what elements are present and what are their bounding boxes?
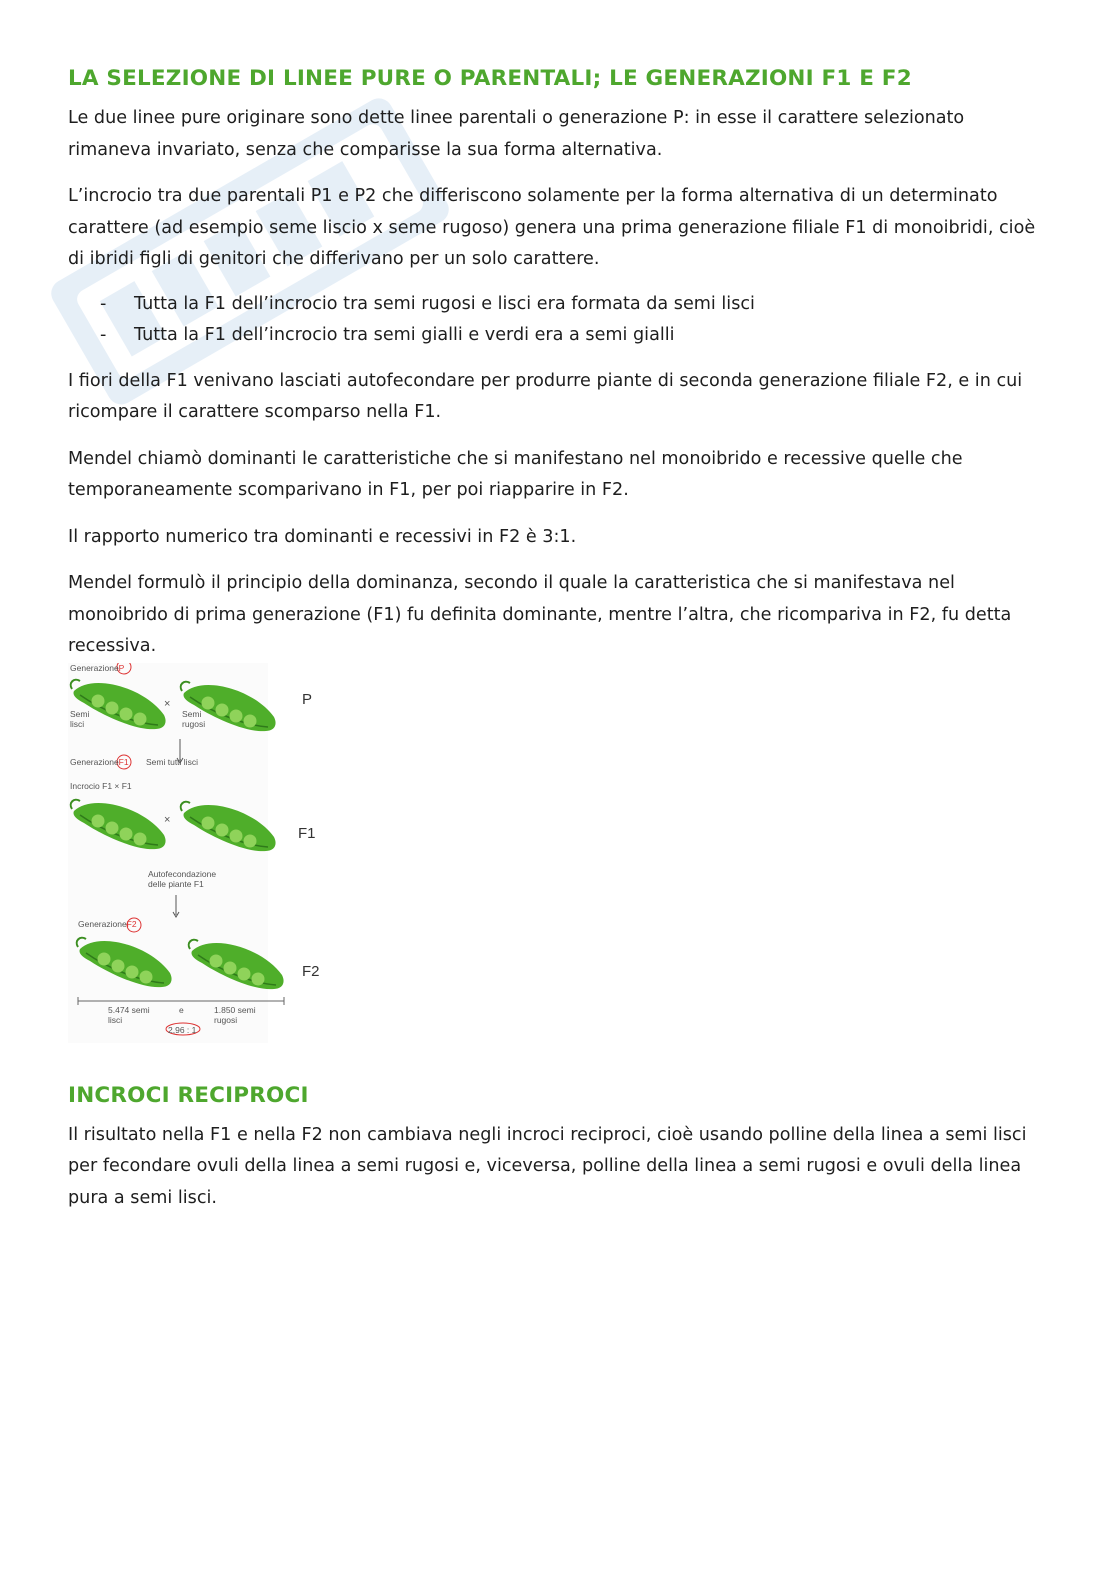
connector-label: e — [179, 1004, 184, 1015]
generation-label: GenerazioneP — [70, 662, 125, 673]
cross-symbol: × — [164, 813, 171, 826]
generation-marker: F2 — [302, 962, 320, 980]
cross-symbol: × — [164, 697, 171, 710]
generation-marker: F1 — [298, 824, 316, 842]
process-label: Autofecondazione delle piante F1 — [148, 868, 217, 889]
paragraph: Mendel formulò il principio della dominanza, secondo il quale la caratteristica che si manifestava nel monoibrido di prima generazione (F1) fu definita dominante, mentre l’altra, che ricompariva in F2, fu detta recessiva. — [68, 573, 1012, 656]
mendel-cross-figure — [68, 663, 338, 1043]
bullet-list — [68, 289, 1048, 351]
paragraph: Il risultato nella F1 e nella F2 non cambiava negli incroci reciproci, cioè usando polline della linea a semi lisci per fecondare ovuli della linea a semi rugosi e, viceversa, polline della linea a semi rugosi e ovuli della linea pura a semi lisci. — [68, 1124, 1027, 1208]
seed-label: Semi lisci — [70, 708, 90, 729]
section-title: LA SELEZIONE DI LINEE PURE O PARENTALI; LE GENERAZIONI F1 E F2 — [68, 66, 912, 91]
generation-marker: P — [302, 690, 313, 708]
generation-label: GenerazioneF1 — [70, 756, 129, 767]
count-label: 5.474 semi lisci — [108, 1004, 150, 1025]
document-page — [68, 66, 1048, 1229]
paragraph: L’incrocio tra due parentali P1 e P2 che differiscono solamente per la forma alternativa di un determinato carattere (ad esempio seme liscio x seme rugoso) genera una prima generazione filiale F1 di monoibridi, cioè di ibridi figli di genitori che differivano per un solo carattere. — [68, 186, 1036, 269]
list-item: - Tutta la F1 dell’incrocio tra semi gialli e verdi era a semi gialli — [100, 324, 675, 345]
list-item: - Tutta la F1 dell’incrocio tra semi rugosi e lisci era formata da semi lisci — [100, 293, 755, 314]
generation-label: GenerazioneF2 — [78, 918, 137, 929]
cross-label: Incrocio F1 × F1 — [70, 780, 132, 791]
result-label: Semi tutti lisci — [146, 756, 198, 767]
section-title: INCROCI RECIPROCI — [68, 1082, 309, 1108]
paragraph: I fiori della F1 venivano lasciati autofecondare per produrre piante di seconda generazione filiale F2, e in cui ricompare il carattere scomparso nella F1. — [68, 370, 1023, 422]
seed-label: Semi rugosi — [182, 708, 206, 729]
paragraph: Il rapporto numerico tra dominanti e recessivi in F2 è 3:1. — [68, 526, 577, 547]
paragraph: Mendel chiamò dominanti le caratteristiche che si manifestano nel monoibrido e recessive quelle che temporaneamente scomparivano in F1, per poi riapparire in F2. — [68, 448, 963, 500]
count-label: 1.850 semi rugosi — [214, 1004, 256, 1025]
ratio-label: 2,96 : 1 — [168, 1024, 197, 1035]
paragraph: Le due linee pure originare sono dette linee parentali o generazione P: in esse il carattere selezionato rimaneva invariato, senza che comparisse la sua forma alternativa. — [68, 108, 965, 160]
